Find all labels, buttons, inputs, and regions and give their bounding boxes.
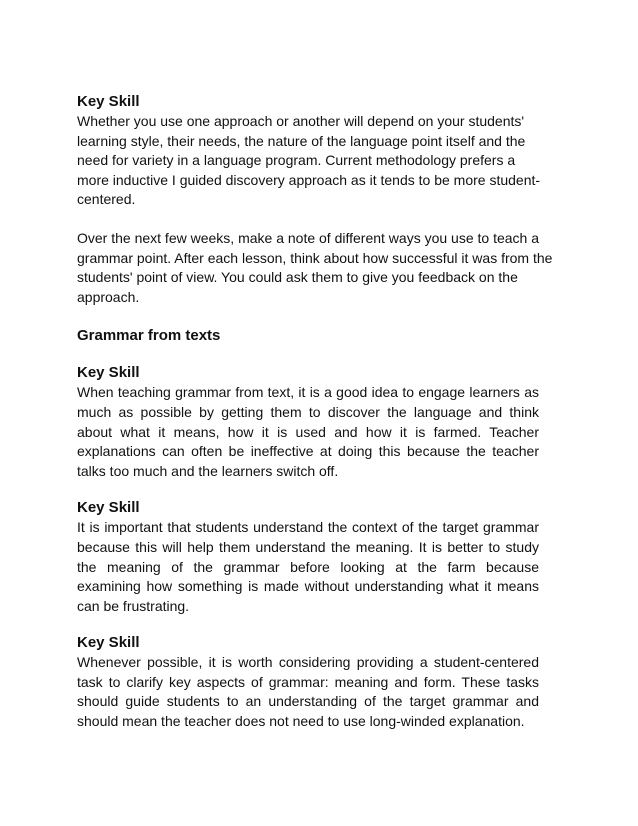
section-body: Whether you use one approach or another will depend on your students' learning style, their needs, the nature of the language point itself and the need for variety in a language program. Current methodology prefers a more inductive I guided discovery approach as it tends to be more student- centered.: [77, 113, 541, 208]
key-skill-section-1: [77, 92, 565, 210]
section-heading: Key Skill: [77, 93, 140, 110]
key-skill-section-3: [77, 498, 565, 616]
practice-paragraph: Over the next few weeks, make a note of different ways you use to teach a grammar point. After each lesson, think about how successful it was from the students' point of view. You could ask them to give you feedback on the approach.: [77, 229, 553, 305]
section-body: It is important that students understand the context of the target grammar because this will help them understand the meaning. It is better to study the meaning of the grammar before looking at the farm because examining how something is made without understanding what it means can be frustrating.: [77, 519, 539, 614]
section-heading: Key Skill: [77, 364, 140, 382]
key-skill-section-4: [77, 633, 565, 731]
key-skill-section-2: [77, 363, 565, 481]
section-heading: Key Skill: [77, 499, 140, 517]
document-page: [77, 92, 565, 732]
section-title: Grammar from texts: [77, 327, 221, 345]
section-body: Whenever possible, it is worth considering providing a student-centered task to clarify key aspects of grammar: meaning and form. These tasks should guide students to an understanding of the target grammar and should mean the teacher does not need to use long-winded explanation.: [77, 654, 539, 730]
section-body: When teaching grammar from text, it is a good idea to engage learners as much as possible by getting them to discover the language and think about what it means, how it is used and how it is farmed. Teacher explanations can often be ineffective at doing this because the teacher talks too much and the learners switch off.: [77, 384, 539, 479]
section-heading: Key Skill: [77, 634, 140, 652]
